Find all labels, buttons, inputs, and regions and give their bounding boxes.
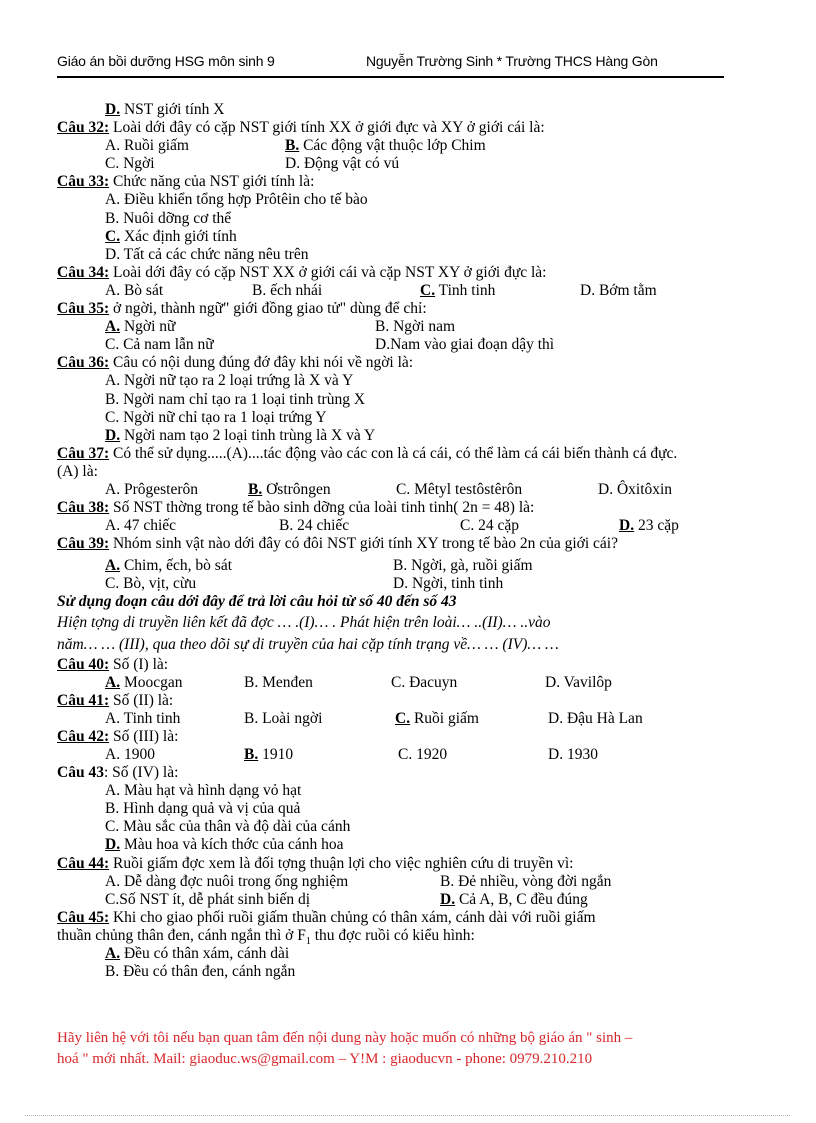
question-text-part: thuần chủng thân đen, cánh ngắn thì ở F bbox=[57, 926, 306, 944]
question-number: Câu 37: bbox=[57, 444, 110, 462]
option-a: A. 47 chiếc bbox=[105, 517, 177, 535]
question-number: Câu 32: bbox=[57, 119, 110, 137]
option-c: C. 1920 bbox=[398, 746, 448, 763]
options-row bbox=[57, 674, 717, 692]
options-row bbox=[57, 553, 717, 575]
question-text: : Số (IV) là: bbox=[103, 764, 179, 782]
option-a: A. Bò sát bbox=[105, 281, 164, 299]
option-d: D. Đậu Hà Lan bbox=[548, 709, 643, 727]
option-d: D. 1930 bbox=[548, 746, 598, 763]
options-row bbox=[57, 710, 717, 728]
options-row bbox=[57, 481, 717, 499]
question-text: Nhóm sinh vật nào dới đây có đôi NST giới tính XY trong tế bào 2n của giới cái? bbox=[109, 535, 618, 553]
option-b: B. Hình dạng quả và vị của quả bbox=[105, 800, 301, 818]
answer-key: D. bbox=[105, 101, 121, 118]
answer-key: A. bbox=[105, 673, 121, 691]
option-c: C. Cả nam lẫn nữ bbox=[105, 336, 214, 354]
question-36 bbox=[57, 354, 717, 372]
answer-key: C. bbox=[420, 281, 436, 299]
option-a: A. Màu hạt và hình dạng vỏ hạt bbox=[105, 782, 302, 800]
answer-key: C. bbox=[105, 227, 121, 245]
question-text: Khi cho giao phối ruồi giấm thuần chủng có thân xám, cánh dài với ruồi giấm bbox=[109, 908, 596, 926]
option-d: D. Tất cả các chức năng nêu trên bbox=[105, 245, 309, 263]
option-a: A. Ngời nữ tạo ra 2 loại trứng là X và Y bbox=[105, 372, 354, 390]
option-b bbox=[248, 481, 331, 499]
option-c bbox=[420, 282, 495, 300]
option-d bbox=[619, 517, 679, 535]
question-text: Ruồi giấm đợc xem là đối tợng thuận lợi cho việc nghiên cứu di truyền vì: bbox=[109, 854, 574, 872]
question-number: Câu 33: bbox=[57, 173, 110, 191]
option-a: A. Ruồi giấm bbox=[105, 137, 189, 155]
option-a: A. Tinh tinh bbox=[105, 709, 181, 727]
option-d: D. Động vật có vú bbox=[285, 155, 400, 173]
option-d-text: Cả A, B, C đều đúng bbox=[455, 890, 588, 908]
question-33 bbox=[57, 173, 717, 191]
option-a: A. Điều khiển tổng hợp Prôtêin cho tế bào bbox=[105, 191, 368, 209]
option-d: D. Bớm tằm bbox=[580, 281, 657, 299]
answer-key: A. bbox=[105, 945, 121, 963]
options-row bbox=[57, 155, 717, 173]
option-b: B. Đều có thân đen, cánh ngắn bbox=[105, 963, 296, 981]
header-left: Giáo án bồi dưỡng HSG môn sinh 9 bbox=[57, 53, 275, 69]
answer-text: NST giới tính X bbox=[120, 101, 225, 118]
question-32 bbox=[57, 119, 717, 137]
question-number: Câu 43 bbox=[57, 764, 104, 782]
option-a: A. Prôgesterôn bbox=[105, 480, 198, 498]
option-a bbox=[105, 674, 183, 692]
question-44 bbox=[57, 855, 717, 873]
header-right: Nguyễn Trường Sinh * Trường THCS Hàng Gòn bbox=[366, 53, 658, 69]
options-row bbox=[57, 282, 717, 300]
options-row bbox=[57, 575, 717, 593]
option-d bbox=[57, 427, 717, 445]
question-42 bbox=[57, 728, 717, 746]
option-c: C. Màu sắc của thân và độ dài của cánh bbox=[105, 818, 351, 836]
answer-key: B. bbox=[244, 746, 259, 763]
option-a bbox=[105, 557, 232, 575]
option-a bbox=[57, 945, 717, 963]
option-b bbox=[285, 137, 486, 155]
footer-line-1: Hãy liên hệ với tôi nếu bạn quan tâm đến nội dung này hoặc muốn có những bộ giáo án " sinh – bbox=[57, 1030, 633, 1046]
option-b: B. Nuôi dỡng cơ thể bbox=[105, 209, 232, 227]
option-b-text: Ơstrôngen bbox=[262, 480, 331, 498]
option-b-text: Các động vật thuộc lớp Chim bbox=[299, 137, 486, 155]
option-b: B. ếch nhái bbox=[252, 281, 323, 299]
option-d bbox=[440, 891, 588, 909]
question-content bbox=[57, 101, 717, 981]
option-c: C. 24 cặp bbox=[460, 517, 519, 535]
question-text: Số NST thờng trong tế bào sinh dỡng của loài tinh tinh( 2n = 48) là: bbox=[109, 499, 535, 517]
question-text: Có thể sử dụng.....(A)....tác động vào các con là cá cái, có thể làm cá cái biến thành cá đực. bbox=[109, 444, 678, 462]
page-header bbox=[57, 53, 723, 73]
question-number: Câu 44: bbox=[57, 854, 110, 872]
options-row bbox=[57, 517, 717, 535]
question-text: Loài dới đây có cặp NST XX ở giới cái và cặp NST XY ở giới đực là: bbox=[109, 263, 547, 281]
option-b bbox=[244, 746, 293, 764]
option-c: C. Đacuyn bbox=[391, 673, 458, 691]
question-45 bbox=[57, 909, 717, 927]
options-row bbox=[57, 891, 717, 909]
question-41 bbox=[57, 692, 717, 710]
question-number: Câu 39: bbox=[57, 535, 110, 553]
option-b: B. Menđen bbox=[244, 673, 313, 691]
option-d-text: Ngời nam tạo 2 loại tinh trùng là X và Y bbox=[120, 426, 376, 444]
question-number: Câu 35: bbox=[57, 300, 110, 318]
question-sub: (A) là: bbox=[57, 462, 98, 480]
question-text: Câu có nội dung đúng đớ đây khi nói về ngời là: bbox=[109, 354, 414, 372]
option-a: A. 1900 bbox=[105, 746, 155, 763]
answer-key: B. bbox=[285, 137, 300, 155]
question-text: ở ngời, thành ngữ" giới đồng giao tử" dùng để chỉ: bbox=[109, 300, 427, 318]
question-text: Số (III) là: bbox=[109, 727, 179, 745]
question-number: Câu 41: bbox=[57, 691, 110, 709]
option-d-text: Màu hoa và kích thớc của cánh hoa bbox=[120, 836, 344, 854]
question-39 bbox=[57, 535, 717, 553]
option-c bbox=[395, 710, 479, 728]
option-c: C. Bò, vịt, cừu bbox=[105, 575, 197, 593]
question-35 bbox=[57, 300, 717, 318]
option-c: C. Mêtyl testôstêrôn bbox=[396, 480, 523, 498]
option-b: B. Ngời nam bbox=[375, 318, 456, 336]
option-a-text: Đều có thân xám, cánh dài bbox=[120, 945, 290, 963]
question-number: Câu 38: bbox=[57, 499, 110, 517]
options-row bbox=[57, 137, 717, 155]
option-b: B. Loài ngời bbox=[244, 709, 323, 727]
question-number: Câu 45: bbox=[57, 908, 110, 926]
question-number: Câu 34: bbox=[57, 263, 110, 281]
question-43 bbox=[57, 764, 717, 782]
option-a-text: Chim, ếch, bò sát bbox=[120, 557, 233, 575]
footer-line-2: hoá " mới nhất. Mail: giaoduc.ws@gmail.com – Y!M : giaoducvn - phone: 0979.210.210 bbox=[57, 1051, 593, 1067]
question-text: Số (I) là: bbox=[109, 655, 169, 673]
question-number: Câu 40: bbox=[57, 655, 110, 673]
question-text-part: thu đợc ruồi có kiểu hình: bbox=[310, 926, 475, 944]
option-c-text: Ruồi giấm bbox=[410, 709, 479, 727]
option-c: C. Ngời bbox=[105, 155, 155, 173]
question-text: Số (II) là: bbox=[109, 691, 174, 709]
answer-key: A. bbox=[105, 557, 121, 575]
contact-footer bbox=[57, 1028, 727, 1070]
page-bottom-dotted-rule bbox=[25, 1115, 790, 1116]
answer-key: D. bbox=[619, 517, 635, 535]
option-c-text: Xác định giới tính bbox=[120, 227, 237, 245]
answer-line bbox=[57, 101, 717, 119]
question-38 bbox=[57, 499, 717, 517]
options-row bbox=[57, 336, 717, 354]
options-row bbox=[57, 318, 717, 336]
option-c-text: Tinh tinh bbox=[435, 281, 496, 299]
question-34 bbox=[57, 264, 717, 282]
option-b: B. Ngời nam chỉ tạo ra 1 loại tinh trùng X bbox=[105, 390, 366, 408]
answer-key: B. bbox=[248, 480, 263, 498]
answer-key: C. bbox=[395, 709, 411, 727]
question-number: Câu 36: bbox=[57, 354, 110, 372]
question-40 bbox=[57, 656, 717, 674]
passage-line-2: năm… … (III), qua theo dõi sự di truyền của hai cặp tính trạng về… … (IV)… … bbox=[57, 635, 559, 653]
option-d: D. Ôxitôxin bbox=[598, 480, 673, 498]
option-c: C.Số NST ít, dễ phát sinh biến dị bbox=[105, 890, 311, 908]
option-a-text: Ngời nữ bbox=[120, 318, 176, 336]
option-d bbox=[57, 836, 717, 854]
question-45-continued bbox=[57, 926, 717, 948]
option-b: B. Đẻ nhiều, vòng đời ngắn bbox=[440, 872, 612, 890]
option-d: D. Vavilôp bbox=[545, 673, 612, 691]
answer-key: D. bbox=[105, 836, 121, 854]
option-d-text: 23 cặp bbox=[634, 517, 679, 535]
option-b: B. 24 chiếc bbox=[279, 517, 350, 535]
question-number: Câu 42: bbox=[57, 727, 110, 745]
option-b-text: 1910 bbox=[258, 746, 294, 763]
option-a: A. Dễ dàng đợc nuôi trong ống nghiệm bbox=[105, 872, 349, 890]
header-rule bbox=[57, 76, 724, 78]
question-text: Chức năng của NST giới tính là: bbox=[109, 173, 315, 191]
passage-heading: Sử dụng đoạn câu dới đây để trả lời câu hỏi từ số 40 đến số 43 bbox=[57, 593, 457, 611]
option-a bbox=[105, 318, 175, 336]
option-a-text: Moocgan bbox=[120, 673, 183, 691]
options-row bbox=[57, 873, 717, 891]
option-c bbox=[57, 228, 717, 246]
option-c: C. Ngời nữ chỉ tạo ra 1 loại trứng Y bbox=[105, 408, 327, 426]
question-37 bbox=[57, 445, 717, 463]
answer-key: D. bbox=[105, 426, 121, 444]
option-d: D. Ngời, tinh tinh bbox=[393, 575, 504, 593]
answer-key: D. bbox=[440, 890, 456, 908]
passage-line-1: Hiện tợng di truyền liên kết đã đợc … .(I)… . Phát hiện trên loài… ..(II)… ..vào bbox=[57, 613, 551, 631]
question-text: Loài dới đây có cặp NST giới tính XX ở giới đực và XY ở giới cái là: bbox=[109, 119, 545, 137]
answer-key: A. bbox=[105, 318, 121, 336]
option-b: B. Ngời, gà, ruồi giấm bbox=[393, 557, 533, 575]
generation-subscript: 1 bbox=[305, 936, 311, 948]
option-d: D.Nam vào giai đoạn dậy thì bbox=[375, 336, 555, 354]
options-row bbox=[57, 746, 717, 764]
